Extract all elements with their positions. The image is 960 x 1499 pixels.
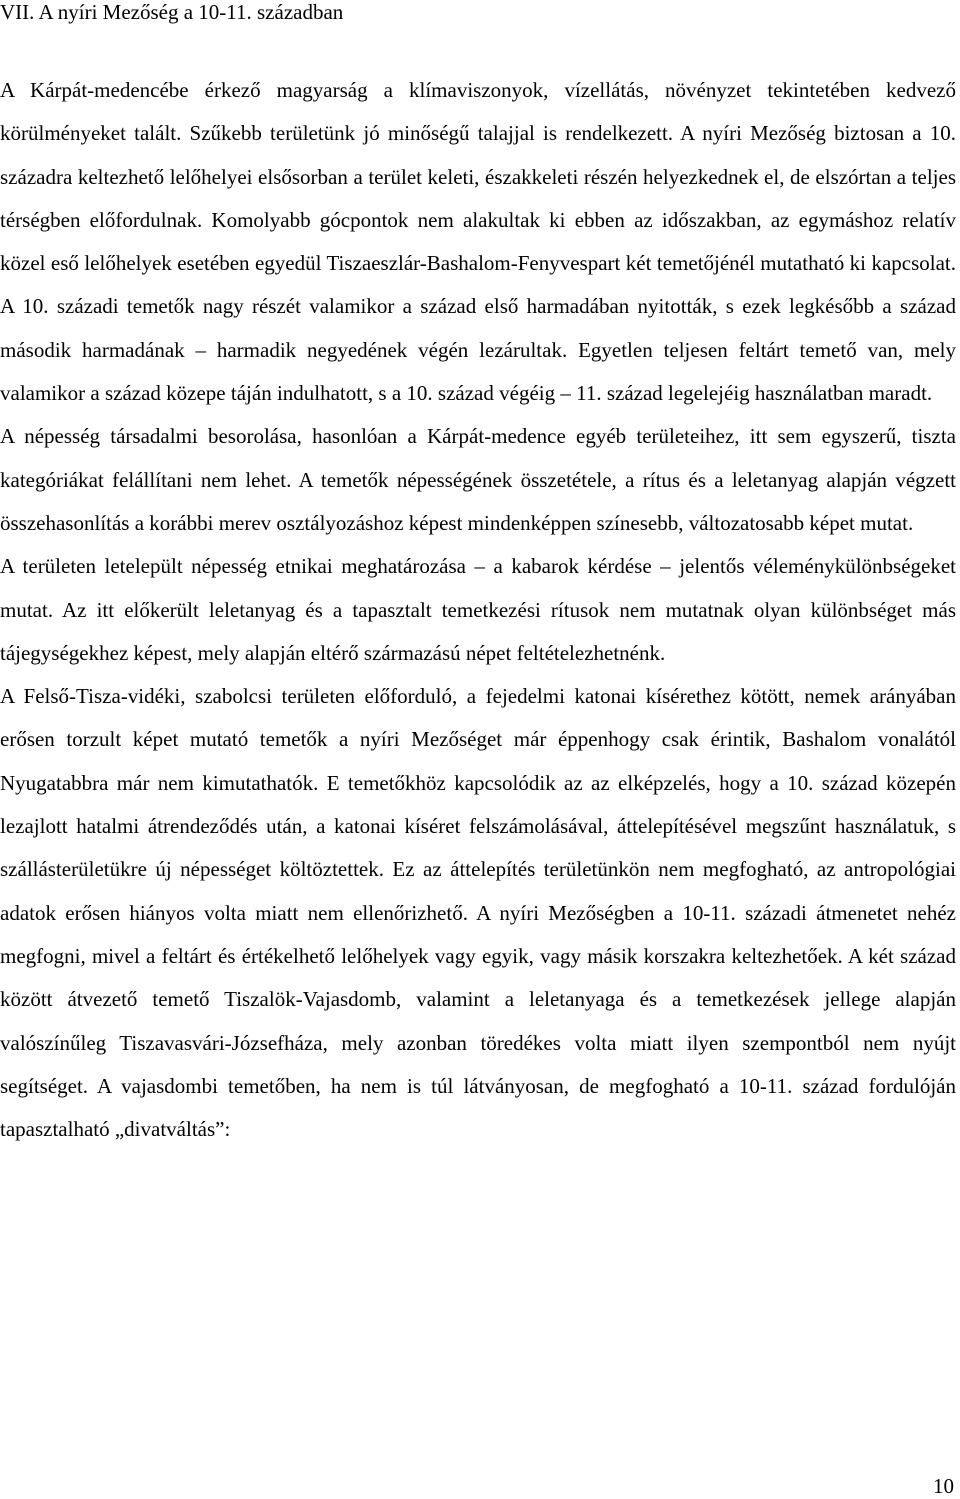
chapter-heading: VII. A nyíri Mezőség a 10-11. században	[0, 0, 344, 24]
paragraph-4: A Felső-Tisza-vidéki, szabolcsi területen előforduló, a fejedelmi katonai kísérethez kötött, nemek arányában erősen torzult képet mutató temetők a nyíri Mezőséget már éppenhogy csak érintik, Bashalom vonalától Nyugatabbra már nem kimutathatók. E temetőkhöz kapcsolódik az az elképzelés, hogy a 10. század közepén lezajlott hatalmi átrendeződés után, a katonai kíséret felszámolásával, áttelepítésével megszűnt használatuk, s szállásterületükre új népességet költöztettek. Ez az áttelepítés területünkön nem megfogható, az antropológiai adatok erősen hiányos volta miatt nem ellenőrizhető. A nyíri Mezőségben a 10-11. századi átmenetet nehéz megfogni, mivel a feltárt és értékelhető lelőhelyek vagy egyik, vagy másik korszakra keltezhetőek. A két század között átvezető temető Tiszalök-Vajasdomb, valamint a leletanyaga és a temetkezések jellege alapján valószínűleg Tiszavasvári-Józsefháza, mely azonban töredékes volta miatt ilyen szempontból nem nyújt segítséget. A vajasdombi temetőben, ha nem is túl látványosan, de megfogható a 10-11. század fordulóján tapasztalható „divatváltás”:	[0, 684, 956, 1142]
paragraph-2: A népesség társadalmi besorolása, hasonlóan a Kárpát-medence egyéb területeihez, itt sem egyszerű, tiszta kategóriákat felállítani nem lehet. A temetők népességének összetétele, a rítus és a leletanyag alapján végzett összehasonlítás a korábbi merev osztályozáshoz képest mindenképpen színesebb, változatosabb képet mutat.	[0, 424, 956, 535]
paragraph-1: A Kárpát-medencébe érkező magyarság a klímaviszonyok, vízellátás, növényzet tekintetében kedvező körülményeket talált. Szűkebb területünk jó minőségű talajjal is rendelkezett. A nyíri Mezőség biztosan a 10. századra keltezhető lelőhelyei elsősorban a terület keleti, északkeleti részén helyezkednek el, de elszórtan a teljes térségben előfordulnak. Komolyabb gócpontok nem alakultak ki ebben az időszakban, az egymáshoz relatív közel eső lelőhelyek esetében egyedül Tiszaeszlár-Bashalom-Fenyvespart két temetőjénél mutatható ki kapcsolat. A 10. századi temetők nagy részét valamikor a század első harmadában nyitották, s ezek legkésőbb a század második harmadának – harmadik negyedének végén lezárultak. Egyetlen teljesen feltárt temető van, mely valamikor a század közepe táján indulhatott, s a 10. század végéig – 11. század legelejéig használatban maradt.	[0, 78, 956, 406]
paragraph-3: A területen letelepült népesség etnikai meghatározása – a kabarok kérdése – jelentős véleménykülönbségeket mutat. Az itt előkerült leletanyag és a tapasztalt temetkezési rítusok nem mutatnak olyan különbséget más tájegységekhez képest, mely alapján eltérő származású népet feltételezhetnénk.	[0, 554, 956, 665]
body-text	[0, 69, 956, 1151]
page-number: 10	[933, 1474, 954, 1498]
